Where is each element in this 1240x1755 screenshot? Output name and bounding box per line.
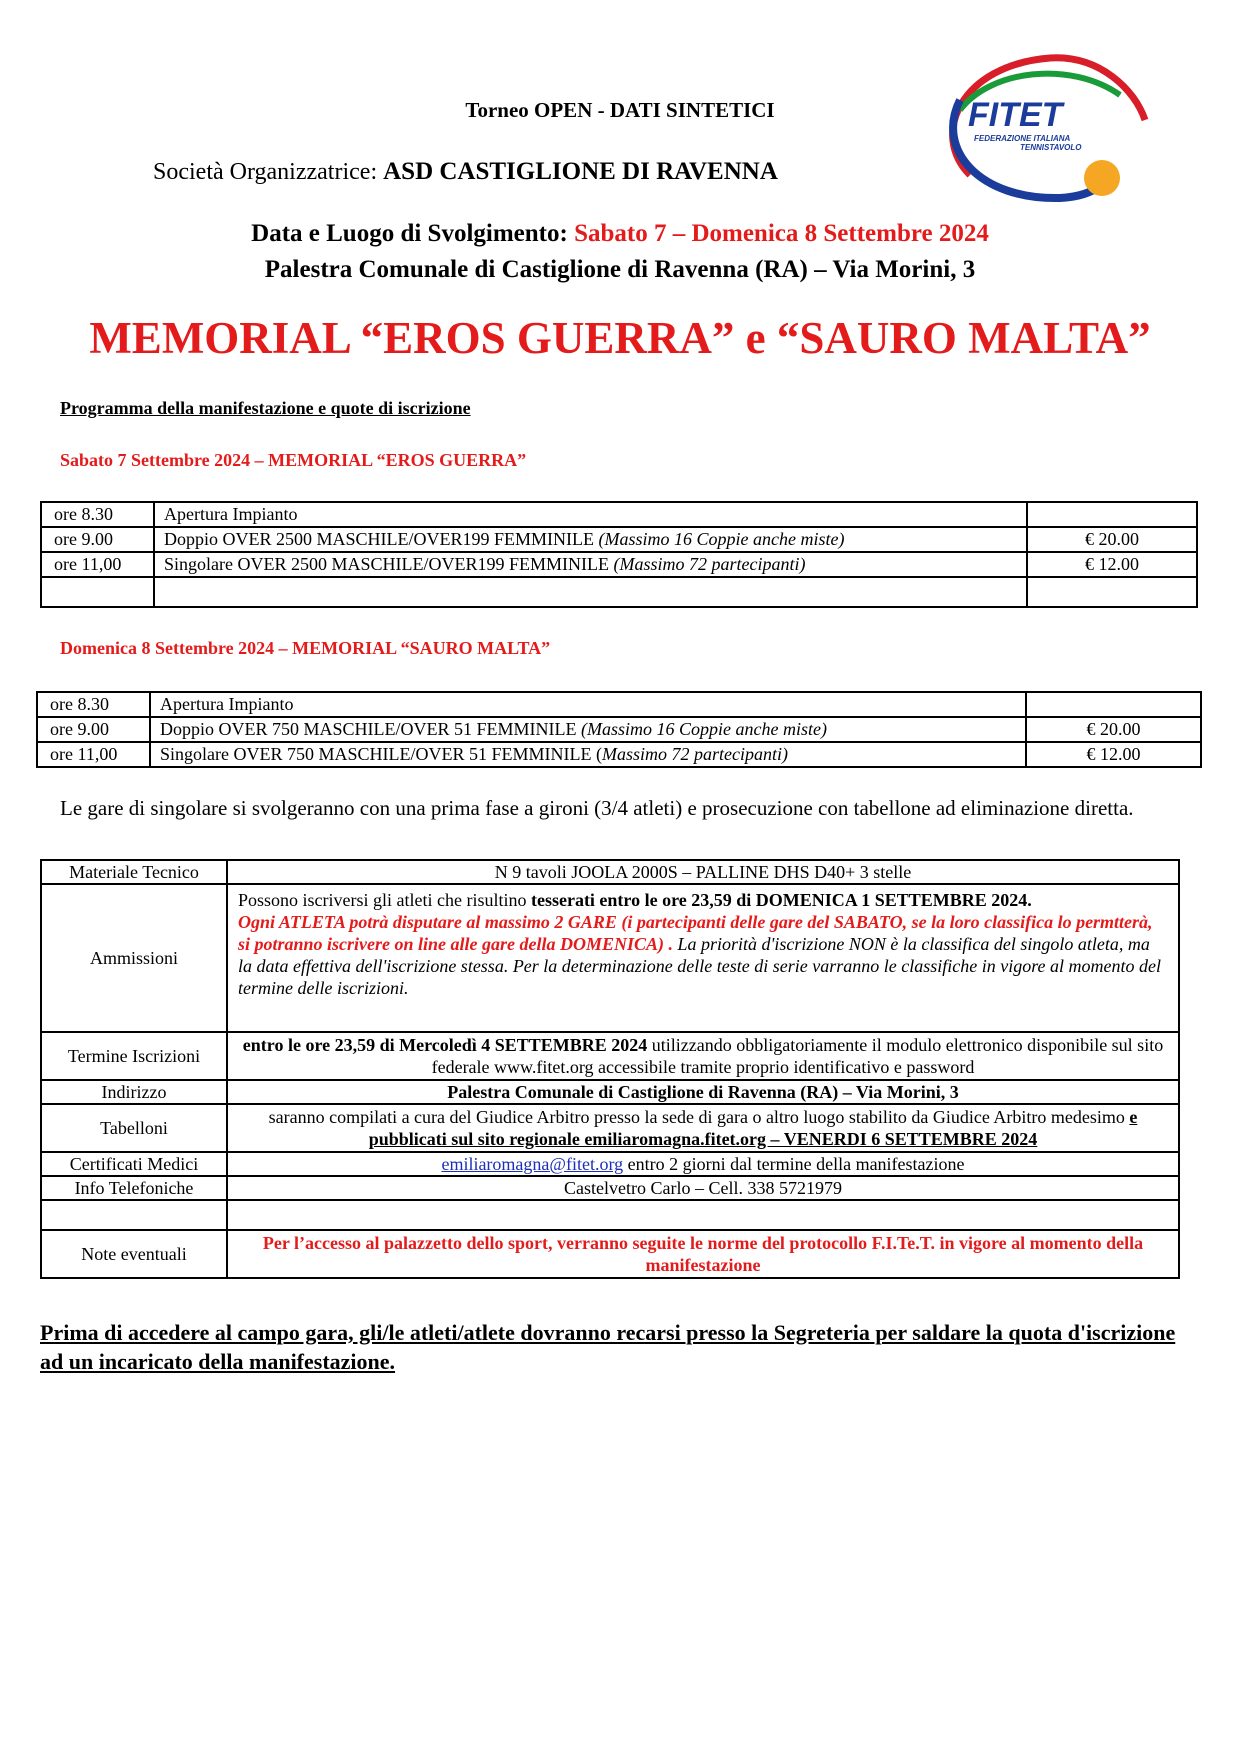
empty-cell (227, 1200, 1179, 1230)
table-row (37, 742, 1201, 767)
table-row (41, 1176, 1179, 1200)
logo-text: FITET (968, 96, 1063, 134)
address-label: Indirizzo (41, 1080, 227, 1104)
saturday-schedule-table (40, 501, 1198, 608)
material-value: N 9 tavoli JOOLA 2000S – PALLINE DHS D40+ 3 stelle (227, 860, 1179, 884)
organizer-label: Società Organizzatrice: (153, 159, 378, 185)
logo-subtitle-1: FEDERAZIONE ITALIANA (974, 134, 1071, 143)
saturday-heading: Sabato 7 Settembre 2024 – MEMORIAL “EROS GUERRA” (60, 450, 527, 470)
table-row (41, 502, 1197, 527)
time-cell: ore 9.00 (41, 527, 154, 552)
time-cell: ore 9.00 (37, 717, 150, 742)
program-heading: Programma della manifestazione e quote di iscrizione (60, 398, 471, 418)
price-cell (1027, 502, 1197, 527)
footer-note: Prima di accedere al campo gara, gli/le atleti/atlete dovranno recarsi presso la Segreteria per saldare la quota d'iscrizione ad un incaricato della manifestazione. (40, 1320, 1176, 1374)
admission-value: Possono iscriversi gli atleti che risultino tesserati entro le ore 23,59 di DOMENICA 1 SETTEMBRE 2024. Ogni ATLETA potrà disputare al massimo 2 GARE (i partecipanti delle gare del SABATO, se la loro classifica lo permtterà, si potranno iscrivere on line alle gare della DOMENICA) . La priorità d'iscrizione NON è la classifica del singolo atleta, ma la data effettiva dell'iscrizione stessa. Per la determinazione delle teste di serie varranno le classifiche in vigore al momento del termine delle iscrizioni. (227, 884, 1179, 1032)
price-cell: € 20.00 (1027, 527, 1197, 552)
event-cell: Singolare OVER 2500 MASCHILE/OVER199 FEMMINILE (Massimo 72 partecipanti) (154, 552, 1027, 577)
time-cell: ore 11,00 (41, 552, 154, 577)
price-cell: € 12.00 (1026, 742, 1201, 767)
phone-value: Castelvetro Carlo – Cell. 338 5721979 (227, 1176, 1179, 1200)
event-cell: Singolare OVER 750 MASCHILE/OVER 51 FEMMINILE (Massimo 72 partecipanti) (150, 742, 1026, 767)
logo-ball (1084, 160, 1120, 196)
event-date (0, 220, 1240, 248)
event-cell: Doppio OVER 750 MASCHILE/OVER 51 FEMMINILE (Massimo 16 Coppie anche miste) (150, 717, 1026, 742)
table-row (41, 552, 1197, 577)
medical-label: Certificati Medici (41, 1152, 227, 1176)
table-row (41, 1230, 1179, 1278)
organizer (153, 158, 778, 186)
table-row (41, 1032, 1179, 1080)
time-cell: ore 8.30 (37, 692, 150, 717)
table-row (37, 692, 1201, 717)
material-label: Materiale Tecnico (41, 860, 227, 884)
admission-label: Ammissioni (41, 884, 227, 1032)
format-note: Le gare di singolare si svolgeranno con una prima fase a gironi (3/4 atleti) e prosecuzione con tabellone ad eliminazione diretta. (60, 796, 1134, 820)
brackets-value: saranno compilati a cura del Giudice Arbitro presso la sede di gara o altro luogo stabilito da Giudice Arbitro medesimo e pubblicati sul sito regionale emiliaromagna.fitet.org – VENERDI 6 SETTEMBRE 2024 (227, 1104, 1179, 1152)
empty-cell (41, 577, 154, 607)
empty-cell (1027, 577, 1197, 607)
logo-subtitle-2: TENNISTAVOLO (1020, 143, 1082, 152)
event-cell: Apertura Impianto (154, 502, 1027, 527)
sunday-heading: Domenica 8 Settembre 2024 – MEMORIAL “SAURO MALTA” (60, 638, 551, 658)
table-row (41, 1080, 1179, 1104)
info-table (40, 859, 1180, 1279)
event-venue: Palestra Comunale di Castiglione di Ravenna (RA) – Via Morini, 3 (264, 256, 976, 283)
document-title: Torneo OPEN - DATI SINTETICI (465, 98, 775, 122)
empty-cell (41, 1200, 227, 1230)
table-row (41, 860, 1179, 884)
brackets-label: Tabelloni (41, 1104, 227, 1152)
price-cell: € 20.00 (1026, 717, 1201, 742)
table-row (41, 1104, 1179, 1152)
price-cell (1026, 692, 1201, 717)
price-cell: € 12.00 (1027, 552, 1197, 577)
notes-label: Note eventuali (41, 1230, 227, 1278)
deadline-value: entro le ore 23,59 di Mercoledì 4 SETTEMBRE 2024 utilizzando obbligatoriamente il modulo elettronico disponibile sul sito federale www.fitet.org accessibile tramite proprio identificativo e password (227, 1032, 1179, 1080)
table-row (41, 1200, 1179, 1230)
sunday-schedule-table (36, 691, 1202, 768)
table-row (37, 717, 1201, 742)
table-row (41, 1152, 1179, 1176)
email-link[interactable]: emiliaromagna@fitet.org (441, 1154, 624, 1174)
notes-value: Per l’accesso al palazzetto dello sport, verranno seguite le norme del protocollo F.I.Te.T. in vigore al momento della manifestazione (227, 1230, 1179, 1278)
event-cell: Apertura Impianto (150, 692, 1026, 717)
phone-label: Info Telefoniche (41, 1176, 227, 1200)
deadline-label: Termine Iscrizioni (41, 1032, 227, 1080)
table-row (41, 884, 1179, 1032)
event-cell: Doppio OVER 2500 MASCHILE/OVER199 FEMMINILE (Massimo 16 Coppie anche miste) (154, 527, 1027, 552)
time-cell: ore 8.30 (41, 502, 154, 527)
empty-cell (154, 577, 1027, 607)
time-cell: ore 11,00 (37, 742, 150, 767)
medical-value: emiliaromagna@fitet.org entro 2 giorni dal termine della manifestazione (227, 1152, 1179, 1176)
fitet-logo (930, 50, 1150, 210)
address-value: Palestra Comunale di Castiglione di Ravenna (RA) – Via Morini, 3 (227, 1080, 1179, 1104)
table-row (41, 527, 1197, 552)
event-date-value: Sabato 7 – Domenica 8 Settembre 2024 (574, 220, 989, 247)
event-date-label: Data e Luogo di Svolgimento: (251, 220, 568, 247)
table-row (41, 577, 1197, 607)
organizer-name: ASD CASTIGLIONE DI RAVENNA (383, 158, 778, 185)
memorial-title: MEMORIAL “EROS GUERRA” e “SAURO MALTA” (89, 313, 1151, 363)
